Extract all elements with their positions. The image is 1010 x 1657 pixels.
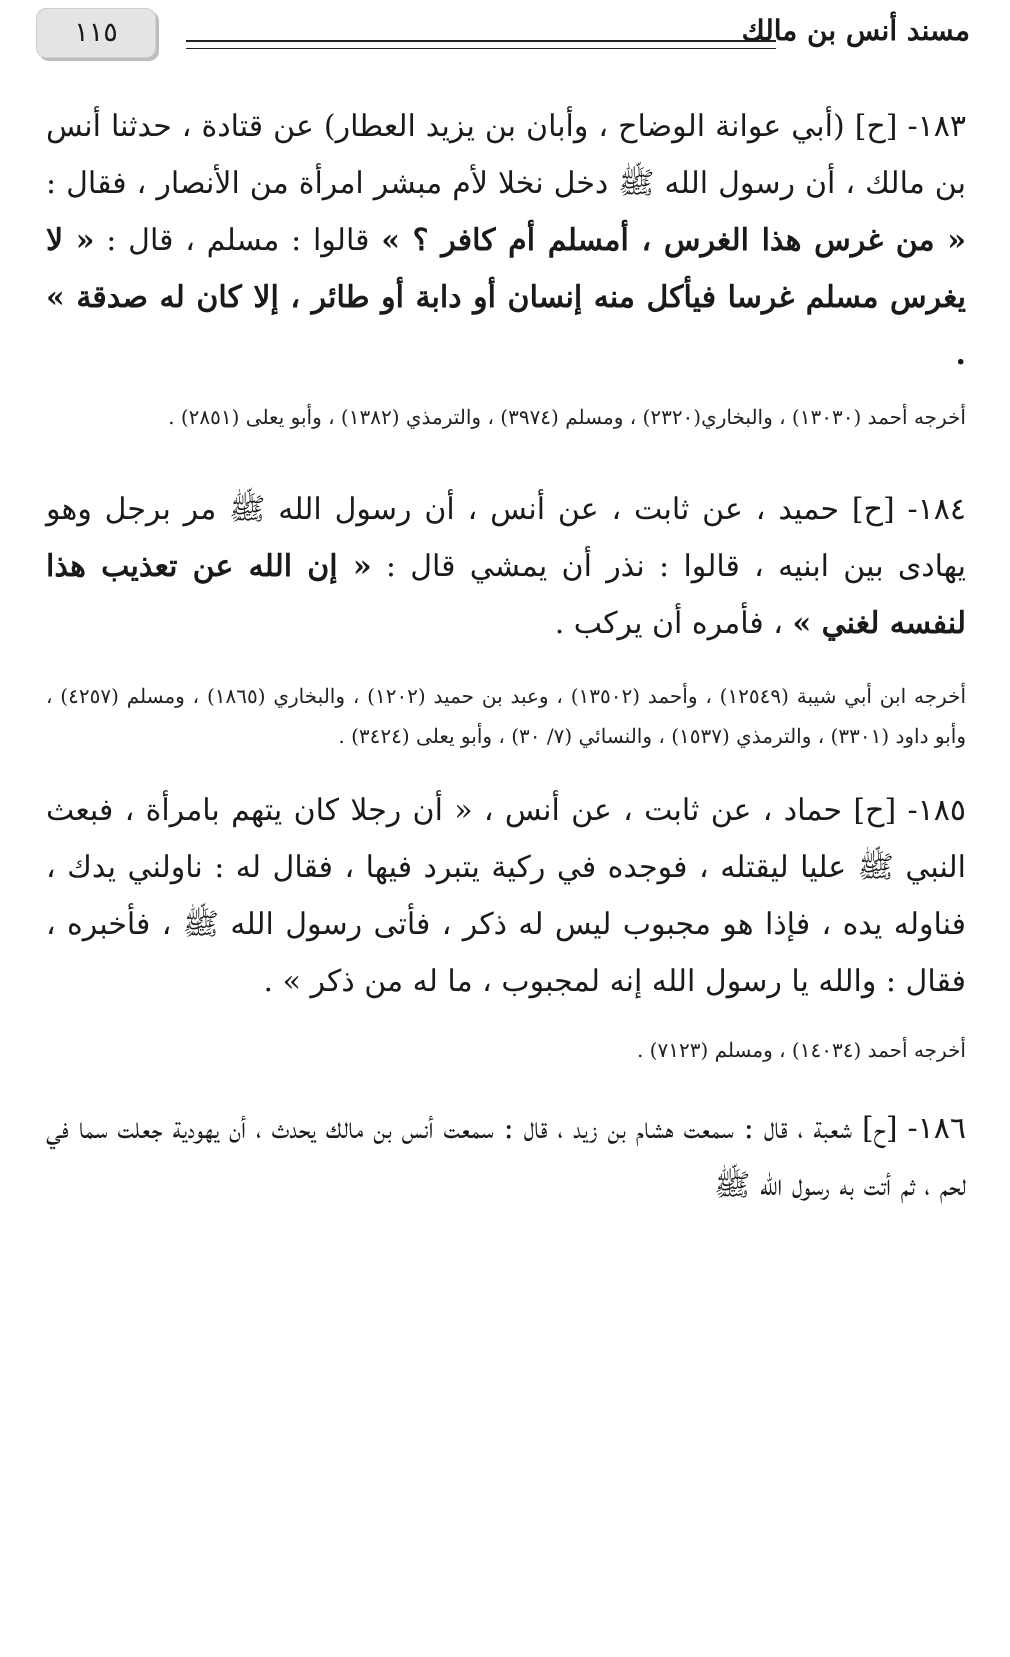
takhrij-184: أخرجه ابن أبي شيبة (١٢٥٤٩) ، وأحمد (١٣٥٠٢) ، وعبد بن حميد (١٢٠٢) ، والبخاري (١٨٦٥) ، ومسلم (٤٢٥٧) ، وأبو داود (٣٣٠١) ، والترمذي (١٥٣٧) ، والنسائي (٧/ ٣٠) ، وأبو يعلى (٣٤٢٤) . (46, 684, 967, 748)
prophetic-saying: « من غرس هذا الغرس ، أمسلم أم كافر ؟ » (381, 223, 967, 258)
hadith-186 (46, 1100, 966, 1214)
prophetic-saying: « إن الله عن تعذيب هذا لنفسه لغني » (46, 549, 966, 641)
hadith-text: حميد ، عن ثابت ، عن أنس ، أن رسول الله ﷺ مر برجل وهو يهادى بين ابنيه ، قالوا : نذر أن يمشي قال : (46, 492, 966, 584)
hadith-185 (46, 782, 966, 1010)
hadith-marker: [ح] (853, 793, 897, 828)
hadith-number: ١٨٣- (907, 109, 966, 144)
page-number-badge: ١١٥ (36, 8, 156, 58)
hadith-number: ١٨٥- (907, 793, 966, 828)
hadith-marker: [ح] (854, 109, 898, 144)
takhrij-185: أخرجه أحمد (١٤٠٣٤) ، ومسلم (٧١٢٣) . (636, 1038, 966, 1062)
hadith-183 (46, 98, 966, 383)
hadith-text: شعبة ، قال : سمعت هشام بن زيد ، قال : سمعت أنس بن مالك يحدث ، أن يهودية جعلت سما في لحم ، ثم أتت به رسول الله ﷺ (46, 1111, 966, 1203)
hadith-text: (أبي عوانة الوضاح ، وأبان بن يزيد العطار) عن قتادة ، حدثنا أنس بن مالك ، أن رسول الله ﷺ دخل نخلا لأم مبشر امرأة من الأنصار ، فقال : (46, 109, 966, 201)
hadith-number: ١٨٦- (907, 1111, 966, 1146)
page-header (36, 8, 970, 64)
header-double-rule (186, 40, 776, 49)
hadith-text-continued: قالوا : مسلم ، قال : (106, 223, 370, 258)
hadith-number: ١٨٤- (907, 492, 966, 527)
takhrij-183: أخرجه أحمد (١٣٠٣٠) ، والبخاري(٢٣٢٠) ، ومسلم (٣٩٧٤) ، والترمذي (١٣٨٢) ، وأبو يعلى (٢٨٥١) . (168, 405, 966, 429)
hadith-marker: [ح] (851, 492, 895, 527)
running-title: مسند أنس بن مالك (741, 14, 970, 47)
page-content (46, 98, 966, 1214)
hadith-text: حماد ، عن ثابت ، عن أنس ، « أن رجلا كان يتهم بامرأة ، فبعث النبي ﷺ عليا ليقتله ، فوجده في ركية يتبرد فيها ، فقال له : ناولني يدك ، فناوله يده ، فإذا هو مجبوب ليس له ذكر ، فأتى رسول الله ﷺ ، فأخبره ، فقال : والله يا رسول الله إنه لمجبوب ، ما له من ذكر » . (46, 793, 966, 999)
prophetic-saying-2: « لا يغرس مسلم غرسا فيأكل منه إنسان أو دابة أو طائر ، إلا كان له صدقة » . (46, 223, 966, 372)
hadith-184 (46, 481, 966, 652)
hadith-text-continued: ، فأمره أن يركب . (554, 606, 783, 641)
hadith-marker: [ح] (861, 1111, 898, 1146)
